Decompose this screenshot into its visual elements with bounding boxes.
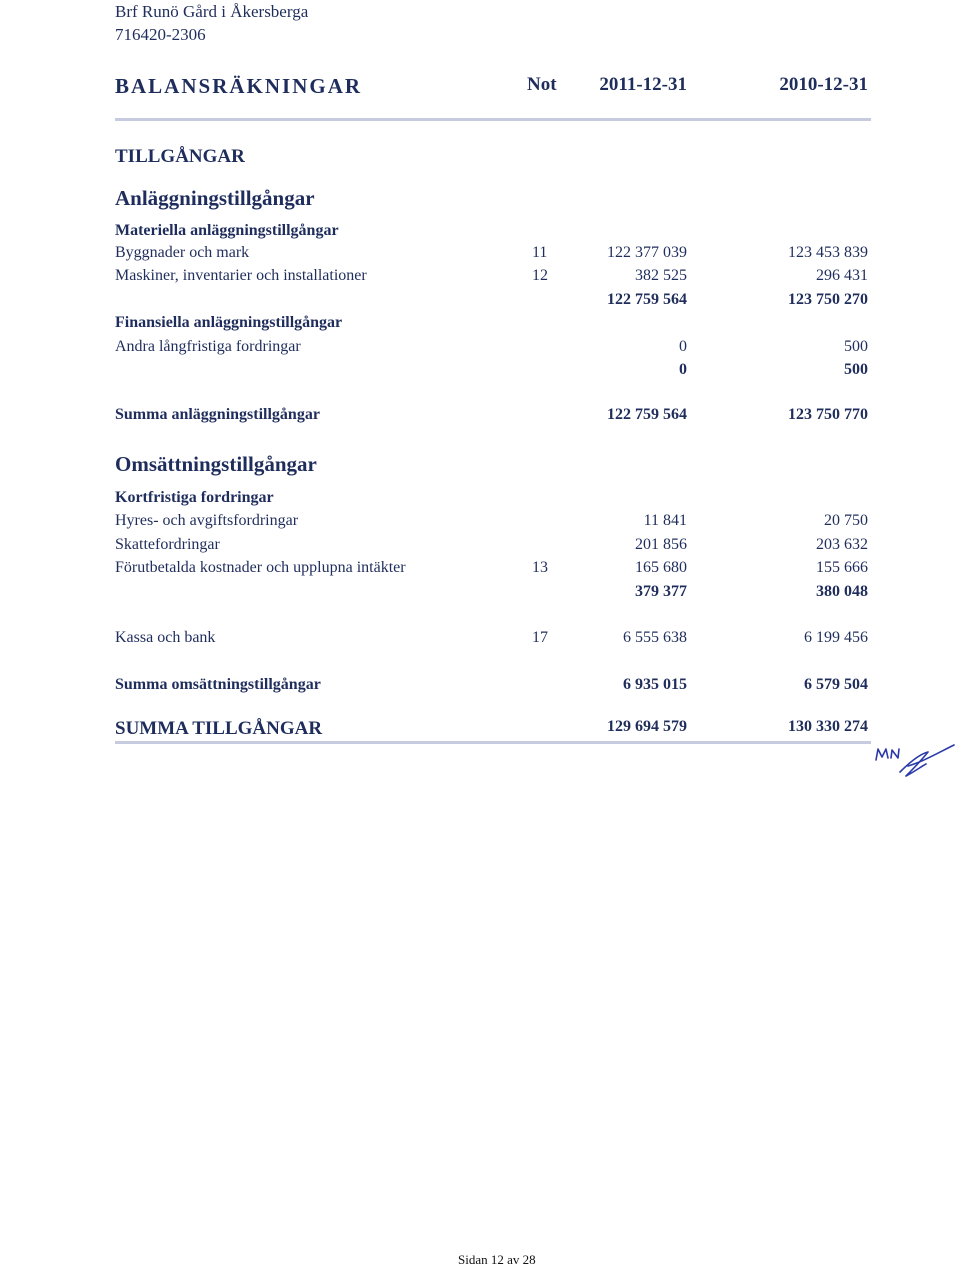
row-value-previous: 155 666 — [816, 559, 868, 576]
subheading-kortfristiga: Kortfristiga fordringar — [115, 489, 274, 506]
section-heading-tillgangar: TILLGÅNGAR — [115, 146, 245, 167]
row-value-current: 201 856 — [635, 536, 687, 553]
row-note: 12 — [532, 267, 548, 284]
row-value-previous: 500 — [844, 338, 868, 355]
row-label: Andra långfristiga fordringar — [115, 338, 301, 355]
grand-total-current: 129 694 579 — [607, 718, 687, 735]
row-value-current: 122 377 039 — [607, 244, 687, 261]
grand-total-row — [0, 718, 960, 740]
subtotal-current: 0 — [679, 361, 687, 378]
section-heading-omsattningstillgangar: Omsättningstillgångar — [115, 452, 317, 476]
grand-total-label: SUMMA TILLGÅNGAR — [115, 718, 323, 739]
row-value-previous: 123 453 839 — [788, 244, 868, 261]
row-note: 11 — [532, 244, 548, 261]
table-row — [0, 536, 960, 558]
total-current: 6 935 015 — [623, 676, 687, 693]
row-value-previous: 6 199 456 — [804, 629, 868, 646]
subtotal-previous: 380 048 — [816, 583, 868, 600]
row-value-current: 11 841 — [643, 512, 687, 529]
total-previous: 123 750 770 — [788, 406, 868, 423]
subtotal-previous: 500 — [844, 361, 868, 378]
page-number: Sidan 12 av 28 — [458, 1252, 536, 1267]
header-divider — [115, 118, 871, 121]
total-current: 122 759 564 — [607, 406, 687, 423]
table-row — [0, 267, 960, 289]
total-row — [0, 676, 960, 698]
row-value-current: 165 680 — [635, 559, 687, 576]
column-header-current-year: 2011-12-31 — [599, 74, 687, 95]
row-value-previous: 296 431 — [816, 267, 868, 284]
column-header-previous-year: 2010-12-31 — [779, 74, 868, 95]
table-row — [0, 629, 960, 651]
total-previous: 6 579 504 — [804, 676, 868, 693]
subtotal-current: 122 759 564 — [607, 291, 687, 308]
row-value-current: 6 555 638 — [623, 629, 687, 646]
row-label: Förutbetalda kostnader och upplupna intäkter — [115, 559, 406, 576]
row-value-current: 0 — [679, 338, 687, 355]
subtotal-row — [0, 361, 960, 383]
total-row — [0, 406, 960, 428]
row-label: Kassa och bank — [115, 629, 216, 646]
table-row — [0, 512, 960, 534]
column-header-note: Not — [527, 74, 557, 95]
subtotal-previous: 123 750 270 — [788, 291, 868, 308]
subtotal-row — [0, 583, 960, 605]
row-label: Maskiner, inventarier och installationer — [115, 267, 367, 284]
row-note: 17 — [532, 629, 548, 646]
org-name: Brf Runö Gård i Åkersberga — [115, 2, 309, 21]
table-row — [0, 244, 960, 266]
document-title: BALANSRÄKNINGAR — [115, 74, 363, 98]
subheading-finansiella: Finansiella anläggningstillgångar — [115, 314, 343, 331]
section-heading-anlaggningstillgangar: Anläggningstillgångar — [115, 186, 315, 210]
row-value-previous: 203 632 — [816, 536, 868, 553]
subtotal-row — [0, 291, 960, 313]
signature-initials-icon — [870, 742, 958, 784]
row-label: Hyres- och avgiftsfordringar — [115, 512, 299, 529]
total-divider — [115, 741, 871, 744]
row-label: Skattefordringar — [115, 536, 220, 553]
table-row — [0, 559, 960, 581]
subtotal-current: 379 377 — [635, 583, 687, 600]
total-label: Summa anläggningstillgångar — [115, 406, 320, 423]
table-row — [0, 338, 960, 360]
row-value-current: 382 525 — [635, 267, 687, 284]
subheading-materiella: Materiella anläggningstillgångar — [115, 222, 339, 239]
row-label: Byggnader och mark — [115, 244, 250, 261]
row-value-previous: 20 750 — [824, 512, 868, 529]
total-label: Summa omsättningstillgångar — [115, 676, 321, 693]
grand-total-previous: 130 330 274 — [788, 718, 868, 735]
org-number: 716420-2306 — [115, 25, 206, 44]
row-note: 13 — [532, 559, 548, 576]
